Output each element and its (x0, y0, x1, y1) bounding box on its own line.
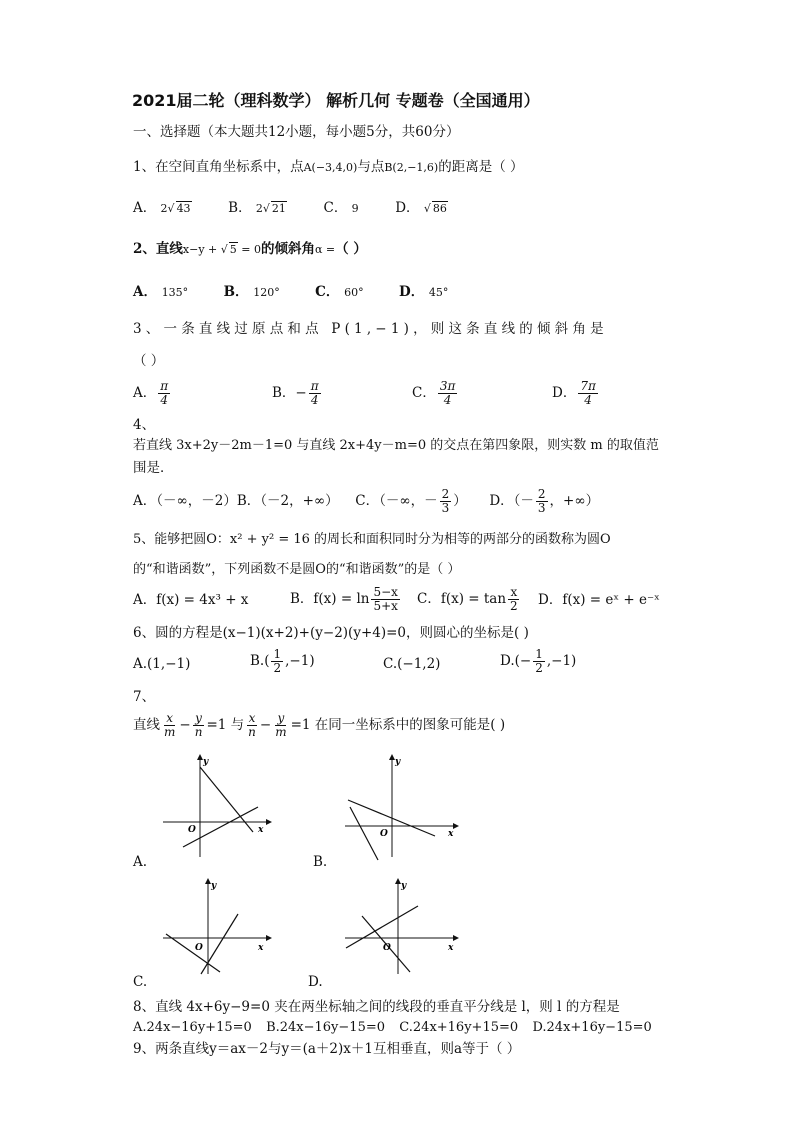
q8-option-c[interactable]: C.24x+16y+15=0 (399, 1020, 519, 1035)
q8-option-b[interactable]: B.24x−16y−15=0 (266, 1020, 385, 1035)
q2-option-b[interactable]: B． 120° (223, 284, 280, 300)
q8-option-d[interactable]: D.24x+16y−15=0 (532, 1020, 652, 1035)
q4-number: 4、 (133, 417, 156, 433)
q1-option-b[interactable]: B． 2√ 21 (228, 200, 286, 216)
q2-options (133, 283, 448, 302)
q1-option-a[interactable]: A． 2√ 43 (133, 200, 191, 216)
q7-number: 7、 (133, 689, 156, 705)
q6-option-c[interactable]: C.(−1,2) (383, 656, 441, 672)
q3-paren: （ ） (133, 353, 165, 369)
q1-option-d[interactable]: D． √ 86 (395, 200, 447, 216)
q8-options (133, 1019, 652, 1037)
q5-stem-line1: 5、能够把圆O：x² + y² = 16 的周长和面积同时分为相等的两部分的函数称为圆O (133, 532, 611, 547)
q8-stem: 8、直线 4x+6y−9=0 夹在两坐标轴之间的线段的垂直平分线是 l，则 l 的方程是 (133, 999, 620, 1015)
q4-options (133, 488, 599, 515)
svg-text:O: O (380, 829, 388, 839)
q2-option-d[interactable]: D． 45° (398, 284, 449, 300)
svg-text:y: y (395, 757, 401, 767)
origin-label: O (188, 825, 196, 835)
q7-graph-b[interactable] (340, 752, 460, 862)
page-title: 2021届二轮（理科数学） 解析几何 专题卷（全国通用） (132, 91, 540, 110)
svg-text:O: O (195, 943, 203, 953)
q7-label-c: C. (133, 974, 148, 990)
q3-option-a[interactable]: A． $\frac{\pi}{4}$ (133, 379, 169, 407)
q4-stem-line1: 若直线 3x+2y－2m－1=0 与直线 2x+4y－m=0 的交点在第四象限，则实数 m 的取值范 (133, 438, 659, 453)
q3-option-b[interactable]: B．− $\frac{\pi}{4}$ (272, 379, 319, 407)
q7-stem: 直线 $\frac{x}{m}$ − $\frac{y}{n}$ =1 与 $\frac{x}{n}$ − $\frac{y}{m}$ =1 在同一坐标系中的图象可能是( ) (133, 711, 506, 739)
q5-option-d[interactable]: D．f(x) = eˣ + e⁻ˣ (538, 592, 660, 608)
q7-graph-c[interactable] (158, 876, 273, 976)
q6-option-a[interactable]: A.(1,−1) (133, 656, 191, 672)
q1-options (133, 199, 448, 218)
svg-text:y: y (211, 881, 217, 891)
q4-option-a[interactable]: A．（－∞，－2） (133, 493, 237, 509)
q7-graph-a[interactable] (158, 752, 273, 862)
q7-label-d: D. (308, 974, 323, 990)
q5-stem-line2: 的“和谐函数”，下列函数不是圆O的“和谐函数”的是（ ） (133, 562, 461, 577)
q2-stem: 2、直线x−y + √ 5 = 0的倾斜角α =（ ） (133, 241, 367, 257)
q4-option-c[interactable]: C．（－∞，－ $\frac{2}{3}$ ） (355, 487, 467, 515)
q4-stem-line2: 围是． (133, 460, 174, 476)
q5-option-a[interactable]: A．f(x) = 4x³ + x (133, 592, 249, 608)
q3-option-d[interactable]: D． $\frac{7\pi}{4}$ (552, 379, 596, 407)
axis-y-label: y (203, 757, 209, 767)
q3-stem: 3、一条直线过原点和点 P(1,−1)，则这条直线的倾斜角是 (133, 321, 608, 337)
svg-text:x: x (448, 829, 454, 839)
axis-x-label: x (258, 825, 264, 835)
q9-stem: 9、两条直线y＝ax－2与y＝(a＋2)x＋1互相垂直，则a等于（ ） (133, 1041, 521, 1057)
svg-text:y: y (401, 881, 407, 891)
q5-option-c[interactable]: C．f(x) = tan $\frac{x}{2}$ (417, 585, 518, 613)
svg-text:O: O (383, 943, 391, 953)
q6-option-b[interactable]: B.( $\frac{1}{2}$ ,−1) (250, 647, 315, 675)
q7-graph-d[interactable] (340, 876, 460, 976)
q4-option-d[interactable]: D．（－ $\frac{2}{3}$ ，+∞） (489, 487, 600, 515)
q2-option-c[interactable]: C． 60° (315, 284, 364, 300)
section-heading: 一、选择题（本大题共12小题，每小题5分，共60分） (133, 124, 460, 140)
svg-text:x: x (448, 943, 454, 953)
q1-option-c[interactable]: C． 9 (323, 200, 359, 216)
q7-label-b: B. (313, 854, 328, 870)
q1-stem: 1、在空间直角坐标系中，点A(−3,4,0)与点B(2,−1,6)的距离是（ ） (133, 159, 524, 175)
svg-text:x: x (258, 943, 264, 953)
q5-option-b[interactable]: B．f(x) = ln $\frac{5-x}{5+x}$ (290, 585, 398, 613)
q6-stem: 6、圆的方程是(x−1)(x+2)+(y−2)(y+4)=0，则圆心的坐标是( ) (133, 625, 529, 641)
q3-option-c[interactable]: C． $\frac{3\pi}{4}$ (412, 379, 456, 407)
q6-option-d[interactable]: D.(− $\frac{1}{2}$ ,−1) (500, 647, 577, 675)
q2-option-a[interactable]: A． 135° (133, 284, 189, 300)
q7-label-a: A. (133, 854, 148, 870)
q8-option-a[interactable]: A.24x−16y+15=0 (133, 1020, 252, 1035)
q4-option-b[interactable]: B．（－2，+∞） (236, 493, 339, 509)
